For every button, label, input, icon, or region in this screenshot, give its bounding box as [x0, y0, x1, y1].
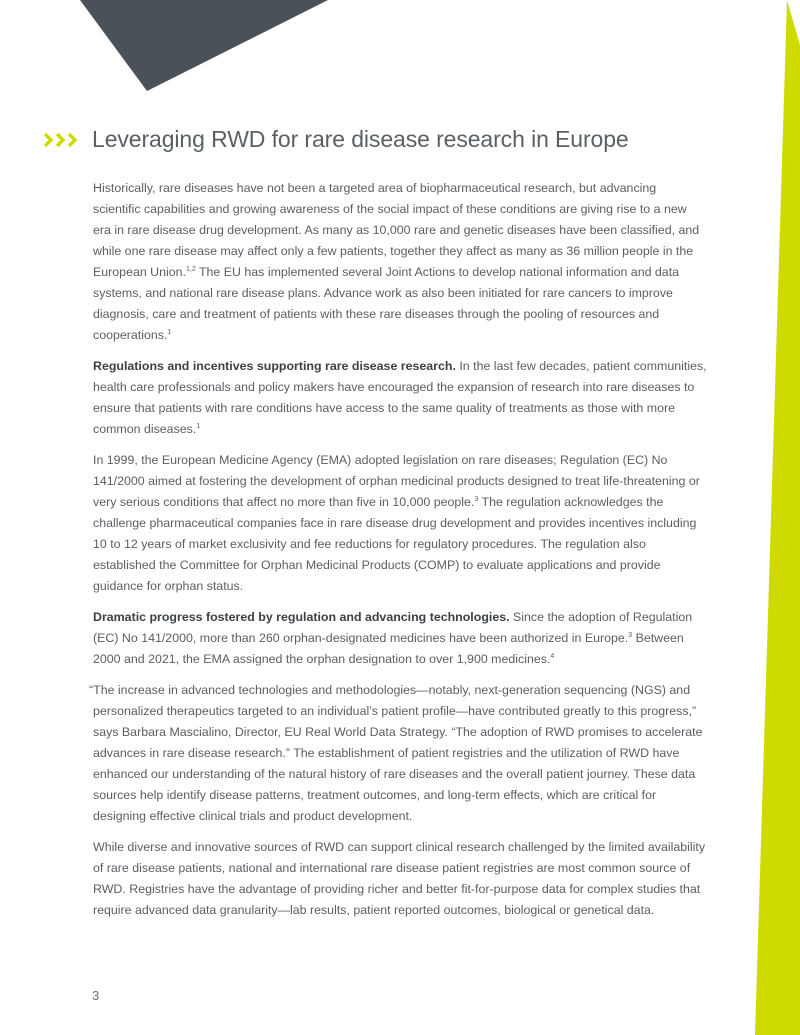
paragraph-text: The regulation acknowledges the challenge pharmaceutical companies face in rare disease drug development and provides incentives including 10 to 12 years of market exclusivity and fee reductions for regulatory procedures. The regulation also established the Committee for Orphan Medicinal Products (COMP) to evaluate applications and provide guidance for orphan status. — [93, 495, 697, 593]
paragraph-lead: Dramatic progress fostered by regulation and advancing technologies. — [93, 610, 510, 624]
paragraph-text: While diverse and innovative sources of RWD can support clinical research challenged by the limited availability of rare disease patients, national and international rare disease patient registries are most common source of RWD. Registries have the advantage of providing richer and better fit-for-purpose data for complex studies that require advanced data granularity—lab results, patient reported outcomes, biological or genetical data. — [93, 840, 706, 917]
section-heading — [42, 126, 742, 153]
page-number: 3 — [92, 988, 100, 1003]
footnote-ref: 4 — [550, 653, 555, 660]
paragraph-text: “The increase in advanced technologies and methodologies—notably, next-generation sequencing (NGS) and personalized therapeutics targeted to an individual’s patient profile—have contributed greatly to this progress,” says Barbara Mascialino, Director, EU Real World Data Strategy. “The adoption of RWD promises to accelerate advances in rare disease research.” The establishment of patient registries and the utilization of RWD have enhanced our understanding of the natural history of rare diseases and the overall patient journey. These data sources help identify disease patterns, treatment outcomes, and long-term effects, which are critical for designing effective clinical trials and product development. — [89, 683, 703, 823]
paragraph-lead: Regulations and incentives supporting rare disease research. — [93, 359, 456, 373]
paragraph-text: Between 2000 and 2021, the EMA assigned the orphan designation to over 1,900 medicines. — [93, 631, 684, 666]
paragraph-text: The EU has implemented several Joint Actions to develop national information and data systems, and national rare disease plans. Advance work as also been initiated for rare cancers to improve diagnosis, care and treatment of patients with these rare diseases through the pooling of resources and cooperations. — [93, 265, 680, 342]
paragraph-quote — [89, 680, 707, 827]
footnote-ref: 3 — [628, 632, 633, 639]
paragraph-progress — [93, 607, 707, 670]
paragraph-text: In 1999, the European Medicine Agency (EMA) adopted legislation on rare diseases; Regulation (EC) No 141/2000 aimed at fostering the development of orphan medicinal products designed to treat life-threatening or very serious conditions that affect no more than five in 10,000 people. — [93, 453, 700, 509]
article-body — [89, 178, 707, 931]
footnote-ref: 1 — [196, 423, 201, 430]
paragraph-text: Since the adoption of Regulation (EC) No 141/2000, more than 260 orphan-designated medicines have been authorized in Europe. — [93, 610, 693, 645]
chevron-triple-right-icon — [42, 127, 82, 153]
paragraph-regulations — [93, 356, 707, 440]
footnote-ref: 3 — [474, 496, 479, 503]
page-title: Leveraging RWD for rare disease research in Europe — [92, 126, 629, 152]
paragraph-intro — [93, 178, 707, 346]
paragraph-ema — [93, 450, 707, 597]
paragraph-registries — [93, 837, 707, 921]
footnote-ref: 1 — [167, 329, 172, 336]
footnote-ref: 1,2 — [186, 266, 196, 273]
decorative-triangle — [0, 0, 800, 100]
paragraph-text: Historically, rare diseases have not been a targeted area of biopharmaceutical research, but advancing scientific capabilities and growing awareness of the social impact of these conditions are giving rise to a new era in rare disease drug development. As many as 10,000 rare and genetic diseases have been classified, and while one rare disease may affect only a few patients, together they affect as many as 36 million people in the European Union. — [93, 181, 700, 279]
paragraph-text: In the last few decades, patient communities, health care professionals and policy makers have encouraged the expansion of research into rare diseases to ensure that patients with rare conditions have access to the same quality of treatments as those with more common diseases. — [93, 359, 707, 436]
